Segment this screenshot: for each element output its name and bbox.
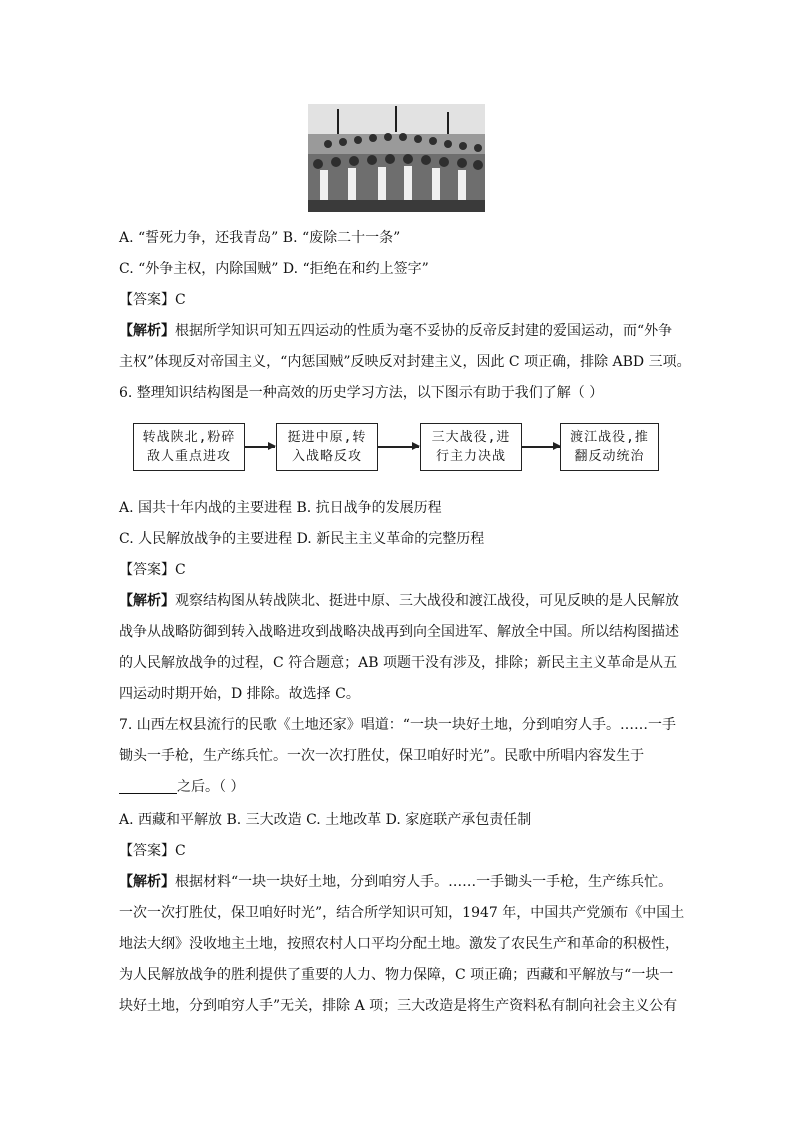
q7-options: A. 西藏和平解放 B. 三大改造 C. 土地改革 D. 家庭联产承包责任制: [119, 812, 532, 828]
q5-analysis-line2: 主权”体现反对帝国主义，“内惩国贼”反映反对封建主义，因此 C 项正确，排除 ABD 三项。: [119, 354, 691, 370]
q6-analysis-line1: [119, 592, 679, 610]
flow-box-text: 转战陕北,粉碎: [142, 430, 236, 445]
analysis-label: 【解析】: [119, 874, 175, 890]
q5-answer: 【答案】C: [119, 292, 186, 308]
q7-analysis-line4: 为人民解放战争的胜利提供了重要的人力、物力保障，C 项正确；西藏和平解放与“一块一: [119, 967, 674, 983]
q5-options-line2: C. “外争主权，内除国贼” D. “拒绝在和约上签字”: [119, 261, 429, 277]
flow-box-text: 三大战役,进: [431, 430, 511, 445]
q7-stem-line2: 锄头一手枪，生产练兵忙。一次一次打胜仗，保卫咱好时光”。民歌中所唱内容发生于: [119, 748, 645, 764]
q5-analysis-line1: [119, 322, 672, 340]
flow-box-4: [560, 423, 659, 471]
flow-arrow: [378, 446, 419, 448]
flow-box-1: [133, 423, 245, 471]
q6-options-line1: A. 国共十年内战的主要进程 B. 抗日战争的发展历程: [119, 500, 442, 516]
q6-analysis-line3: 的人民解放战争的过程，C 符合题意；AB 项题干没有涉及，排除；新民主主义革命是从五: [119, 655, 678, 671]
flow-box-text: 渡江战役,推: [570, 430, 649, 445]
flow-box-text: 敌人重点进攻: [146, 449, 231, 464]
q6-analysis-line2: 战争从战略防御到转入战略进攻到战略决战再到向全国进军、解放全中国。所以结构图描述: [119, 624, 679, 640]
historical-photo: [308, 104, 485, 212]
q7-analysis-line3: 地法大纲》没收地主土地，按照农村人口平均分配土地。激发了农民生产和革命的积极性，: [119, 936, 679, 952]
q6-options-line2: C. 人民解放战争的主要进程 D. 新民主主义革命的完整历程: [119, 531, 485, 547]
q7-answer: 【答案】C: [119, 843, 186, 859]
flow-box-text: 入战略反攻: [291, 449, 362, 464]
analysis-text: 根据材料“一块一块好土地，分到咱穷人手。……一手锄头一手枪，生产练兵忙。: [175, 874, 673, 890]
fill-in-blank: [119, 779, 177, 794]
q7-analysis-line2: 一次一次打胜仗，保卫咱好时光”，结合所学知识可知，1947 年，中国共产党颁布《中国土: [119, 905, 685, 921]
q7-stem-line1: 7. 山西左权县流行的民歌《土地还家》唱道：“一块一块好土地，分到咱穷人手。……一手: [119, 717, 676, 733]
flow-box-text: 翻反动统治: [574, 449, 645, 464]
analysis-text: 根据所学知识可知五四运动的性质为毫不妥协的反帝反封建的爱国运动，而“外争: [175, 323, 673, 339]
analysis-text: 观察结构图从转战陕北、挺进中原、三大战役和渡江战役，可见反映的是人民解放: [175, 593, 679, 609]
flow-arrow: [522, 446, 560, 448]
flow-arrow: [245, 446, 275, 448]
q6-analysis-line4: 四运动时期开始，D 排除。故选择 C。: [119, 686, 360, 702]
flow-box-3: [420, 423, 522, 471]
q7-stem-tail: 之后。（ ）: [177, 779, 245, 795]
q7-analysis-line5: 块好土地，分到咱穷人手”无关，排除 A 项；三大改造是将生产资料私有制向社会主义公有: [119, 998, 678, 1014]
q6-answer: 【答案】C: [119, 562, 186, 578]
q7-analysis-line1: [119, 873, 672, 891]
analysis-label: 【解析】: [119, 593, 175, 609]
q6-stem: 6. 整理知识结构图是一种高效的历史学习方法，以下图示有助于我们了解（ ）: [119, 385, 604, 401]
q7-stem-line3: [119, 778, 244, 796]
flow-box-2: [276, 423, 378, 471]
analysis-label: 【解析】: [119, 323, 175, 339]
flow-box-text: 行主力决战: [435, 449, 506, 464]
q5-options-line1: A. “誓死力争，还我青岛” B. “废除二十一条”: [119, 230, 401, 246]
flow-box-text: 挺进中原,转: [287, 430, 367, 445]
